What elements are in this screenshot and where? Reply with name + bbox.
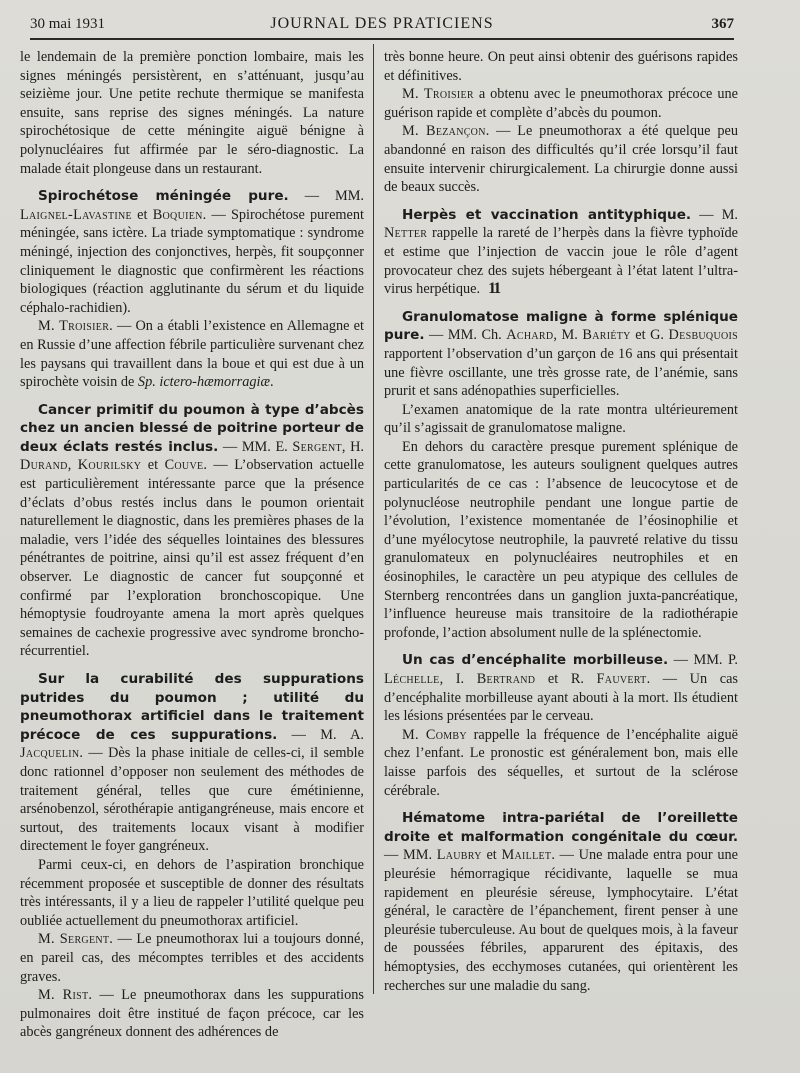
paragraph: L’examen anatomique de la rate montra ultérieurement qu’il s’agissait de granulomatose maligne.	[384, 401, 738, 437]
paragraph: En dehors du caractère presque purement splénique de cette granulomatose, les auteurs soulignent quelques autres particularités de ce cas : l’absence de leucocytose et de polynucléose neutrophile pendant une longue partie de l’évolution, l’existence momentanée de l’éosinophilie et d’une myélocytose neutrophile, la pauvreté relative du tissu granulomateux en polynucléaires neutrophiles et en éosinophiles, le caractère un peu atypique des cellules de Sternberg rencontrées dans un ganglion juxta-pancréatique, l’influence heureuse mais transitoire de la radiothérapie profonde, l’action absolument nulle de la splénectomie.	[384, 438, 738, 641]
issue-date: 30 mai 1931	[30, 16, 105, 32]
author-name: Desbuquois	[668, 327, 738, 344]
column-divider	[373, 44, 374, 994]
text-run: , H.	[341, 438, 364, 455]
author-name: Maillet	[501, 847, 552, 864]
section-granulomatose	[384, 308, 738, 401]
text-run: . — Dès la phase initiale de celles-ci, il semble donc rationnel d’opposer non seulement des méthodes de traitement général, telles que cure émétinienne, arsénobenzol, sérothérapie antigangréneuse, mais encore et surtout, des traitements locaux visant à modifier directement le foyer gangréneux.	[20, 745, 364, 855]
section-title: Sur la curabilité des suppurations putrides du poumon ; utilité du pneumothorax artificiel dans le traitement précoce de ces suppurations.	[20, 671, 364, 743]
text-run: — MM. P.	[668, 652, 738, 669]
section-title: Spirochétose méningée pure.	[38, 188, 289, 205]
paragraph	[384, 726, 738, 800]
author-name: Boquien	[152, 206, 203, 223]
paragraph	[20, 986, 364, 1042]
text-run: et	[481, 847, 502, 864]
paragraph: très bonne heure. On peut ainsi obtenir des guérisons rapides et définitives.	[384, 49, 738, 84]
section-title: Hématome intra-pariétal de l’oreillette droite et malformation congénitale du cœur.	[384, 810, 738, 845]
speaker-name: M. Rist	[38, 987, 89, 1004]
speaker-name: M. Troisier	[38, 318, 110, 335]
text-run: rappelle la rareté de l’herpès dans la fièvre typhoïde et estime que l’injection de vaccin joue le rôle d’agent provocateur chez des sujets hébergeant à l’état latent l’ultra-virus herpétique.	[384, 225, 738, 298]
text-run: et	[141, 457, 165, 474]
text-run: . — On a établi l’existence en Allemagne et en Russie d’une affection fébrile particulière survenant chez les paysans qui travaillent dans la boue et qui est due à un spirochète voisin de	[20, 318, 364, 391]
section-title: Cancer primitif du poumon à type d’abcès chez un ancien blessé de poitrine porteur de deux éclats restés inclus.	[20, 401, 364, 455]
species-name: Sp. ictero-hæmorragiæ	[137, 374, 271, 391]
paragraph	[384, 85, 738, 122]
author-name: Laignel-Lavastine	[20, 206, 132, 223]
text-run: . — Une malade entra pour une pleurésie hémorragique récidivante, laquelle se mua rapidement en pleurésie séreuse, lymphocytaire. L’état général, le caractère de l’épanchement, firent penser à une pleurésie tuberculeuse. Au bout de quelques mois, à la faveur de poussées fébriles, apparurent des épitaxis, des hémoptysies, des ecchymoses cutanées, qui orientèrent les recherches sur une maladie du sang.	[384, 847, 739, 994]
text-run: . — Un cas d’encéphalite morbilleuse ayant abouti à la mort. Ils étudient les lésions présentées par le cerveau.	[384, 671, 738, 725]
text-run: . — Le pneumothorax a été quelque peu abandonné en raison des difficultés qu’il crée lorsqu’il faut ensuite intervenir chirurgicalement. La chirurgie donne aussi de beaux succès.	[384, 123, 738, 196]
page-header	[30, 12, 734, 40]
text-run: — M. A.	[277, 726, 365, 743]
section-hematome	[384, 809, 738, 995]
section-title: Herpès et vaccination antityphique.	[402, 206, 692, 223]
text-run: rapportent l’observation d’un garçon de 16 ans qui présentait une fièvre oscillante, une très grosse rate, de l’anémie, sans prurit et sans adénopathies superficielles.	[384, 345, 738, 400]
section-herpes	[384, 206, 738, 299]
text-run: — MM.	[288, 188, 364, 205]
section-spirochetose	[20, 187, 364, 317]
section-cancer	[20, 401, 364, 661]
text-run: , I.	[439, 671, 477, 687]
text-run: et R.	[535, 671, 597, 687]
text-run: — MM. E.	[218, 438, 293, 455]
author-name: Couve	[164, 457, 204, 474]
text-run: . — Le pneumothorax lui a toujours donné, en pareil cas, des mécomptes terribles et des accidents graves.	[20, 931, 364, 985]
text-run: .	[270, 374, 274, 391]
speaker-name: M. Troisier	[402, 86, 474, 103]
paragraph	[20, 930, 364, 986]
text-run: rappelle la fréquence de l’encéphalite aiguë chez l’enfant. Le pronostic est généralement bon, mais elle laisse parfois des séquelles, et surtout de la sclérose cérébrale.	[384, 726, 738, 799]
author-name: Bertrand	[476, 671, 536, 687]
author-name: Jacquelin	[20, 745, 80, 762]
speaker-name: M. Comby	[402, 726, 467, 743]
text-run: , M.	[553, 327, 583, 344]
page-number: 367	[711, 16, 734, 32]
section-title: Un cas d’encéphalite morbilleuse.	[402, 652, 669, 669]
speaker-name: M. Sergent	[38, 931, 110, 948]
margin-mark: 11	[488, 280, 500, 298]
text-run: — MM. Ch.	[424, 327, 507, 344]
section-encephalite	[384, 651, 738, 725]
right-column	[384, 48, 738, 995]
author-name: Netter	[384, 225, 428, 242]
journal-title: JOURNAL DES PRATICIENS	[270, 15, 494, 32]
text-run: ,	[67, 457, 78, 474]
text-run: et	[131, 206, 153, 223]
text-run: . — L’observation actuelle est particulièrement intéressante parce que la présence d’éclats d’obus restés inclus dans le poumon orientait naturellement le diagnostic, dans les premières phases de la maladie, vers l’idée des séquelles lointaines des blessures pénétrantes de poitrine, ainsi qu’il est assez fréquent d’en observer. Le diagnostic de cancer fut soupçonné et confirmé par l’exploration bronchoscopique. Une hémoptysie foudroyante amena la mort après quelques semaines de cachexie progressive avec syndrome broncho-récurrentiel.	[20, 457, 364, 660]
paragraph	[384, 122, 738, 196]
section-title: Granulomatose maligne à forme splénique pure.	[384, 308, 738, 344]
text-run: — M.	[691, 206, 739, 223]
text-run: — MM.	[384, 847, 437, 864]
paragraph: Parmi ceux-ci, en dehors de l’aspiration bronchique récemment proposée et susceptible de donner des résultats très intéressants, il y a lieu de rappeler l’utilité quelque peu oubliée actuellement du pneumothorax artificiel.	[20, 856, 364, 929]
text-run: . — Spirochétose purement méningée, sans ictère. La triade symptomatique : syndrome méningé, injection des conjonctives, herpès, fit soupçonner cliniquement le diagnostic que confirmèrent les réactions biologiques (réaction agglutinante du sérum et du liquide céphalo-rachidien).	[20, 206, 365, 316]
author-name: Kourilsky	[77, 457, 142, 474]
author-name: Bariéty	[582, 327, 631, 344]
text-run: et G.	[630, 327, 669, 344]
author-name: Fauvert	[596, 671, 647, 687]
speaker-name: M. Bezançon	[402, 123, 486, 140]
left-column	[20, 48, 364, 1042]
paragraph	[20, 317, 364, 391]
author-name: Léchelle	[384, 671, 440, 687]
author-name: Achard	[506, 327, 554, 344]
text-run: a obtenu avec le pneumothorax précoce une guérison rapide et complète d’abcès du poumon.	[384, 86, 738, 121]
text-run: . — Le pneumothorax dans les suppurations pulmonaires doit être institué de façon précoce, car les abcès gangréneux donnent des adhérences de	[20, 987, 364, 1041]
author-name: Sergent	[292, 438, 342, 455]
section-suppurations	[20, 670, 364, 856]
paragraph: le lendemain de la première ponction lombaire, mais les signes méningés persistèrent, en s’atténuant, jusqu’au seizième jour. Une petite rechute thermique se manifesta ensuite, sans reprise des signes méningés. La nature spirochétosique de cette méningite aiguë bénigne à polynucléaires fut affirmée par le séro-diagnostic. La malade était plongeuse dans un restaurant.	[20, 49, 364, 177]
author-name: Laubry	[436, 847, 482, 864]
author-name: Durand	[20, 457, 68, 474]
